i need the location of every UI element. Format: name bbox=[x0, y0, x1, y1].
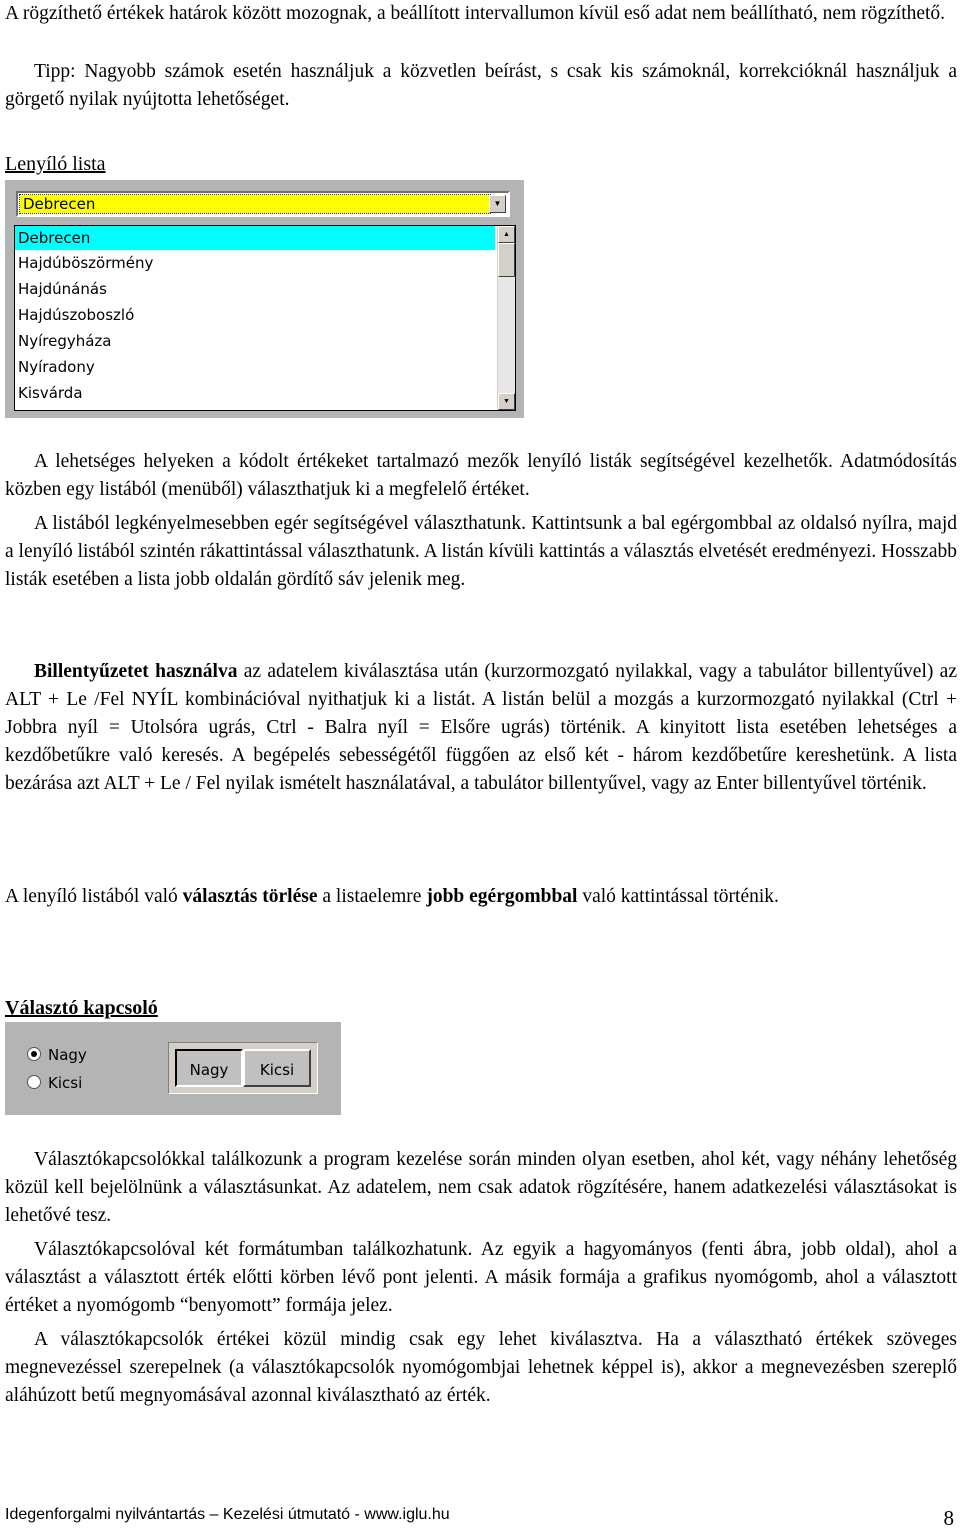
paragraph-tip: Tipp: Nagyobb számok esetén használjuk a közvetlen beírást, s csak kis számoknál, korrekcióknál használjuk a görgető nyilak nyújtotta lehetőséget. bbox=[5, 61, 957, 110]
paragraph-radio-desc: Választókapcsolókkal találkozunk a program kezelése során minden olyan esetben, ahol két, vagy néhány lehetőség közül kell bejelölnünk a választásunkat. Az adatelem, nem csak adatok rögzítésére, hanem adatkezelési választásokat is lehetővé tesz. bbox=[5, 1149, 957, 1226]
paragraph-radio-formats: Választókapcsolóval két formátumban találkozhatunk. Az egyik a hagyományos (fenti ábra, jobb oldal), ahol a választást a választott érték előtti körben lévő pont jelenti. A másik formája a grafikus nyomógomb, ahol a választott értéket a nyomógomb “benyomott” formája jelez. bbox=[5, 1239, 957, 1316]
page-number: 8 bbox=[943, 1506, 954, 1530]
chevron-up-icon: ▲ bbox=[503, 230, 510, 238]
toggle-button-group bbox=[168, 1042, 318, 1094]
heading-radio: Választó kapcsoló bbox=[5, 997, 158, 1019]
radio-label: Nagy bbox=[48, 1046, 87, 1064]
keyboard-usage-bold: Billentyűzetet használva bbox=[34, 661, 238, 682]
radio-option-kicsi[interactable] bbox=[27, 1073, 82, 1093]
list-item[interactable]: Nyíradony bbox=[18, 358, 95, 376]
clear-text-a: A lenyíló listából való bbox=[5, 886, 183, 907]
combo-arrow-button[interactable] bbox=[489, 195, 506, 213]
scroll-down-button[interactable] bbox=[498, 393, 515, 410]
list-item[interactable]: Hajdúböszörmény bbox=[18, 254, 154, 272]
combo-selected-value: Debrecen bbox=[20, 195, 490, 213]
paragraph-clear-selection bbox=[5, 883, 957, 911]
list-item[interactable]: Debrecen bbox=[15, 226, 495, 250]
radio-unchecked-icon bbox=[27, 1075, 41, 1089]
clear-text-c: a listaelemre bbox=[317, 886, 427, 907]
clear-text-bold-2: jobb egérgombbal bbox=[426, 886, 578, 907]
radio-option-nagy[interactable] bbox=[27, 1045, 87, 1065]
paragraph-radio-single: A választókapcsolók értékei közül mindig csak egy lehet kiválasztva. Ha a választható értékek szöveges megnevezéssel szerepelnek (a választókapcsolók nyomógombjai lehetnek képpel is), akkor a megnevezésben szereplő aláhúzott betű megnyomásával azonnal kiválasztható az érték. bbox=[5, 1329, 957, 1406]
paragraph-mouse-usage: A listából legkényelmesebben egér segítségével választhatunk. Kattintsunk a bal egérgombbal az oldalsó nyílra, majd a lenyíló listából szintén rákattintással választhatunk. A listán kívüli kattintás a választás elvetését eredményezi. Hosszabb listák esetében a lista jobb oldalán gördítő sáv jelenik meg. bbox=[5, 513, 957, 590]
toggle-button-kicsi[interactable]: Kicsi bbox=[243, 1049, 311, 1087]
footer-text: Idegenforgalmi nyilvántartás – Kezelési útmutató - www.iglu.hu bbox=[5, 1506, 450, 1523]
clear-text-bold-1: választás törlése bbox=[182, 886, 318, 907]
combo-field[interactable] bbox=[16, 191, 510, 217]
scroll-up-button[interactable] bbox=[498, 226, 515, 243]
dropdown-list[interactable] bbox=[14, 225, 516, 411]
paragraph-dropdown-desc: A lehetséges helyeken a kódolt értékeket tartalmazó mezők lenyíló listák segítségével kezelhetők. Adatmódosítás közben egy listából (menüből) választhatjuk ki a megfelelő értéket. bbox=[5, 451, 957, 500]
list-item[interactable]: Kisvárda bbox=[18, 384, 83, 402]
radio-checked-icon bbox=[27, 1047, 41, 1061]
dropdown-screenshot bbox=[5, 180, 524, 418]
list-item[interactable]: Hajdúnánás bbox=[18, 280, 107, 298]
chevron-down-icon: ▼ bbox=[503, 397, 510, 405]
radio-screenshot bbox=[5, 1022, 341, 1115]
heading-dropdown: Lenyíló lista bbox=[5, 153, 106, 175]
radio-label: Kicsi bbox=[48, 1074, 83, 1092]
list-item[interactable]: Hajdúszoboszló bbox=[18, 306, 135, 324]
scroll-thumb[interactable] bbox=[498, 243, 515, 277]
list-item[interactable]: Nyíregyháza bbox=[18, 332, 112, 350]
paragraph-keyboard-usage bbox=[5, 658, 957, 798]
list-scrollbar[interactable] bbox=[497, 226, 515, 410]
keyboard-usage-text: az adatelem kiválasztása után (kurzormozgató nyilakkal, vagy a tabulátor billentyűvel) az ALT + Le /Fel NYÍL kombinációval nyithatjuk ki a listát. A listán belül a mozgás a kurzormozgató nyilakkal (Ctrl + Jobbra nyíl = Utolsóra ugrás, Ctrl - Balra nyíl = Elsőre ugrás) történik. A kinyitott lista esetében lehetséges a kezdőbetűkre való keresés. A begépelés sebességétől függően az első két - három kezdőbetűre kereshetünk. A lista bezárása azt ALT + Le / Fel nyilak ismételt használatával, a tabulátor billentyűvel, vagy az Enter billentyűvel történik. bbox=[5, 661, 957, 794]
clear-text-d: való kattintással történik. bbox=[577, 886, 779, 907]
chevron-down-icon: ▼ bbox=[493, 199, 502, 208]
toggle-button-nagy[interactable]: Nagy bbox=[175, 1049, 243, 1087]
paragraph-intro: A rögzíthető értékek határok között mozognak, a beállított intervallumon kívül eső adat nem beállítható, nem rögzíthető. bbox=[5, 3, 946, 24]
